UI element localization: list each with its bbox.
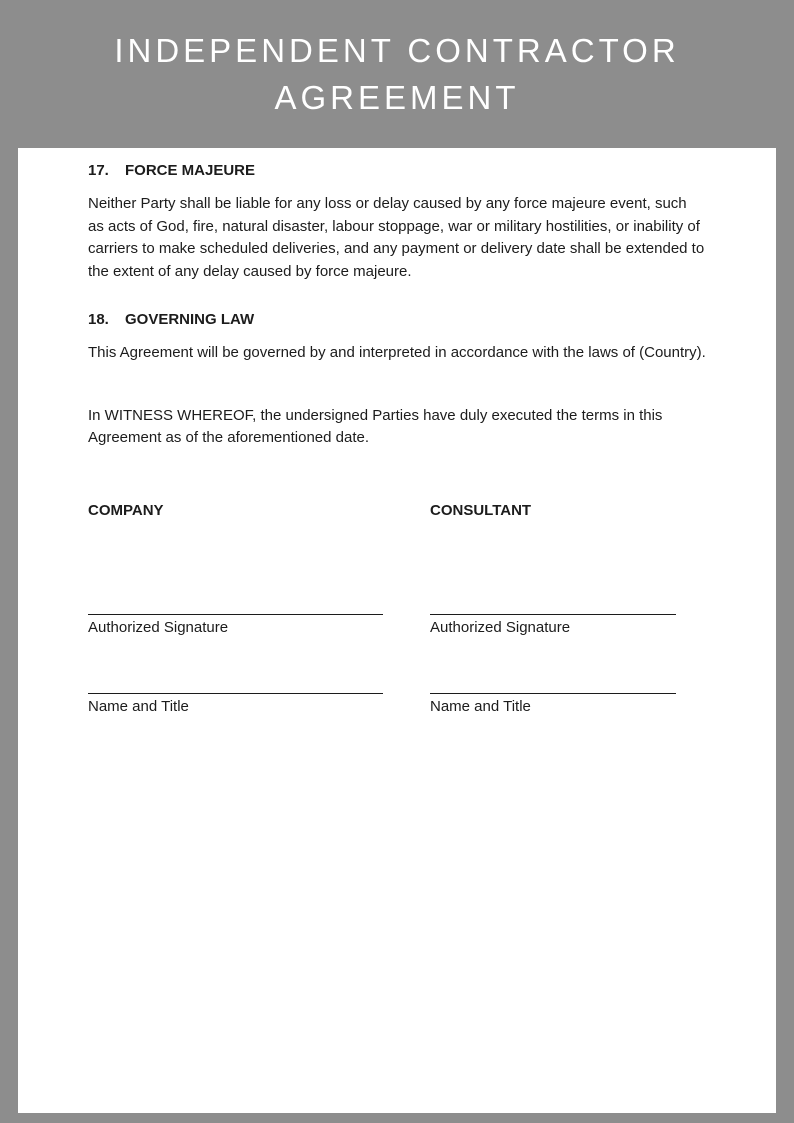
consultant-authorized-signature-label: Authorized Signature bbox=[430, 618, 571, 636]
consultant-party-label: CONSULTANT bbox=[430, 501, 532, 519]
document-title-line-1: INDEPENDENT CONTRACTOR bbox=[114, 32, 680, 69]
company-name-title-label: Name and Title bbox=[88, 697, 189, 715]
document-page bbox=[18, 148, 776, 1113]
company-name-title-line bbox=[88, 693, 383, 694]
consultant-name-title-line bbox=[430, 693, 676, 694]
document-title-line-2: AGREEMENT bbox=[274, 79, 520, 116]
section-title: GOVERNING LAW bbox=[125, 311, 255, 328]
company-signature-line bbox=[88, 614, 383, 615]
company-party-label: COMPANY bbox=[88, 501, 164, 519]
company-signature-column bbox=[88, 502, 383, 715]
section-title: FORCE MAJEURE bbox=[125, 162, 256, 179]
section-number: 18. bbox=[88, 311, 109, 328]
section-number: 17. bbox=[88, 162, 109, 179]
consultant-signature-column bbox=[430, 502, 676, 715]
document-title bbox=[114, 27, 679, 121]
section-17-heading bbox=[88, 162, 706, 179]
signature-block bbox=[88, 502, 706, 715]
consultant-signature-line bbox=[430, 614, 676, 615]
witness-clause: In WITNESS WHEREOF, the undersigned Parties have duly executed the terms in this Agreement as of the aforementioned date. bbox=[88, 406, 663, 446]
company-authorized-signature-label: Authorized Signature bbox=[88, 618, 229, 636]
section-18-heading bbox=[88, 311, 706, 328]
document-header bbox=[0, 0, 794, 148]
consultant-name-title-label: Name and Title bbox=[430, 697, 531, 715]
section-17-body: Neither Party shall be liable for any loss or delay caused by any force majeure event, such as acts of God, fire, natural disaster, labour stoppage, war or military hostilities, or inability of carriers to make scheduled deliveries, and any payment or delivery date shall be extended to the extent of any delay caused by force majeure. bbox=[88, 195, 705, 280]
section-18-body: This Agreement will be governed by and interpreted in accordance with the laws of (Country). bbox=[88, 344, 706, 361]
